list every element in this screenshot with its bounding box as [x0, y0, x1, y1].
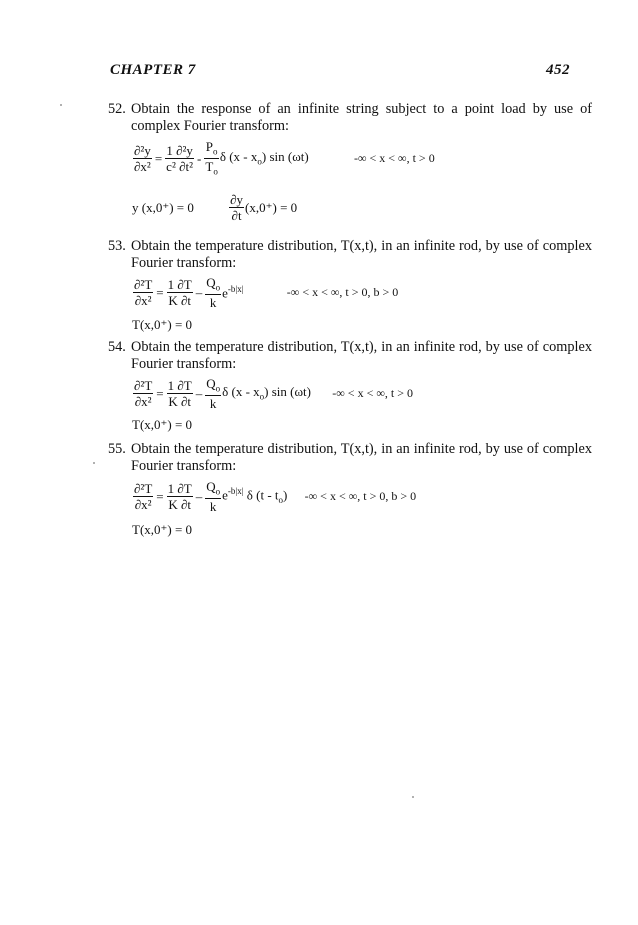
equation-55: $\frac{\text{∂²T}}{\text{∂x²}}$ = $\frac{1 \partial T}{K \partial t}$ – $\frac{Q_o}{k}$ $e^{-b|x|}$ δ $(t - t_o)$ -∞ < x < ∞, t > 0, b > 0 — [134, 479, 417, 514]
source-term: $e^{-b|x|}$ — [222, 284, 244, 301]
equation-53: $\frac{\text{∂²T}}{\text{∂x²}}$ = $\frac{1 \partial T}{K \partial t}$ – $\frac{Q_o}{k}$ $e^{-b|x|}$ -∞ < x < ∞, t > 0, b > 0 — [134, 275, 399, 310]
chapter-heading: CHAPTER 7 — [110, 62, 196, 78]
initial-conditions-52 — [132, 193, 297, 222]
source-fraction: $\frac{Q_o}{k}$ — [206, 479, 221, 514]
problem-statement: Obtain the temperature distribution, T(x,t), in an infinite rod, by use of complex Fourier transform: — [131, 238, 592, 271]
problem-53 — [108, 238, 592, 272]
initial-condition-velocity-fraction: $\frac{\partial y}{\partial t}$ — [230, 192, 244, 223]
diffusion-term-fraction: $\frac{1 \partial T}{K \partial t}$ — [167, 276, 192, 308]
initial-condition-velocity: (x,0⁺) = 0 — [245, 200, 298, 215]
equation-52: $\frac{\text{∂²y}}{\text{∂x²}}$ = $\frac{\text{1 ∂²y}}{\text{c² ∂t²}}$ - $\frac{P_o}{T_o}$ δ $(x - x_o)$ sin (ωt) -∞ < x < ∞, t > 0 — [134, 139, 435, 177]
wave-term-fraction: $\frac{\text{1 ∂²y}}{\text{c² ∂t²}}$ — [166, 142, 194, 174]
scan-speck — [412, 796, 414, 798]
domain-condition: -∞ < x < ∞, t > 0, b > 0 — [304, 489, 417, 504]
diffusion-term-fraction: $\frac{1 \partial T}{K \partial t}$ — [167, 377, 192, 409]
domain-condition: -∞ < x < ∞, t > 0 — [353, 151, 435, 166]
load-fraction: $\frac{P_o}{T_o}$ — [205, 139, 218, 177]
source-fraction: $\frac{Q_o}{k}$ — [206, 275, 221, 310]
page-number: 452 — [546, 62, 570, 78]
problem-statement: Obtain the response of an infinite string subject to a point load by use of complex Fourier transform: — [131, 101, 592, 134]
scan-speck — [93, 462, 95, 464]
problem-statement: Obtain the temperature distribution, T(x,t), in an infinite rod, by use of complex Fourier transform: — [131, 441, 592, 474]
initial-condition-54: T(x,0⁺) = 0 — [132, 416, 193, 432]
lhs-fraction: $\frac{\text{∂²y}}{\text{∂x²}}$ — [134, 142, 151, 174]
problem-number: 54. — [108, 339, 126, 355]
load-term: δ $(x - x_o)$ sin (ωt) — [219, 148, 309, 167]
source-fraction: $\frac{Q_o}{k}$ — [206, 376, 221, 411]
problem-52 — [108, 101, 592, 135]
diffusion-term-fraction: $\frac{1 \partial T}{K \partial t}$ — [167, 480, 192, 512]
lhs-fraction: $\frac{\text{∂²T}}{\text{∂x²}}$ — [134, 377, 153, 409]
initial-condition-53: T(x,0⁺) = 0 — [132, 316, 193, 332]
initial-condition-displacement: y (x,0⁺) = 0 — [132, 200, 194, 215]
lhs-fraction: $\frac{\text{∂²T}}{\text{∂x²}}$ — [134, 480, 153, 512]
problem-number: 53. — [108, 238, 126, 254]
equation-54: $\frac{\text{∂²T}}{\text{∂x²}}$ = $\frac{1 \partial T}{K \partial t}$ – $\frac{Q_o}{k}$ δ $(x - x_o)$ sin (ωt) -∞ < x < ∞, t > 0 — [134, 376, 413, 411]
source-term: δ $(x - x_o)$ sin (ωt) — [222, 384, 311, 402]
domain-condition: -∞ < x < ∞, t > 0 — [332, 386, 413, 401]
problem-number: 55. — [108, 441, 126, 457]
lhs-fraction: $\frac{\text{∂²T}}{\text{∂x²}}$ — [134, 276, 153, 308]
scan-speck — [60, 104, 62, 106]
problem-statement: Obtain the temperature distribution, T(x,t), in an infinite rod, by use of complex Fourier transform: — [131, 339, 592, 372]
initial-condition-55: T(x,0⁺) = 0 — [132, 521, 193, 537]
problem-54 — [108, 339, 592, 373]
problem-number: 52. — [108, 101, 126, 117]
domain-condition: -∞ < x < ∞, t > 0, b > 0 — [286, 285, 399, 300]
problem-55 — [108, 441, 592, 475]
source-term: $e^{-b|x|}$ δ $(t - t_o)$ — [222, 486, 288, 506]
